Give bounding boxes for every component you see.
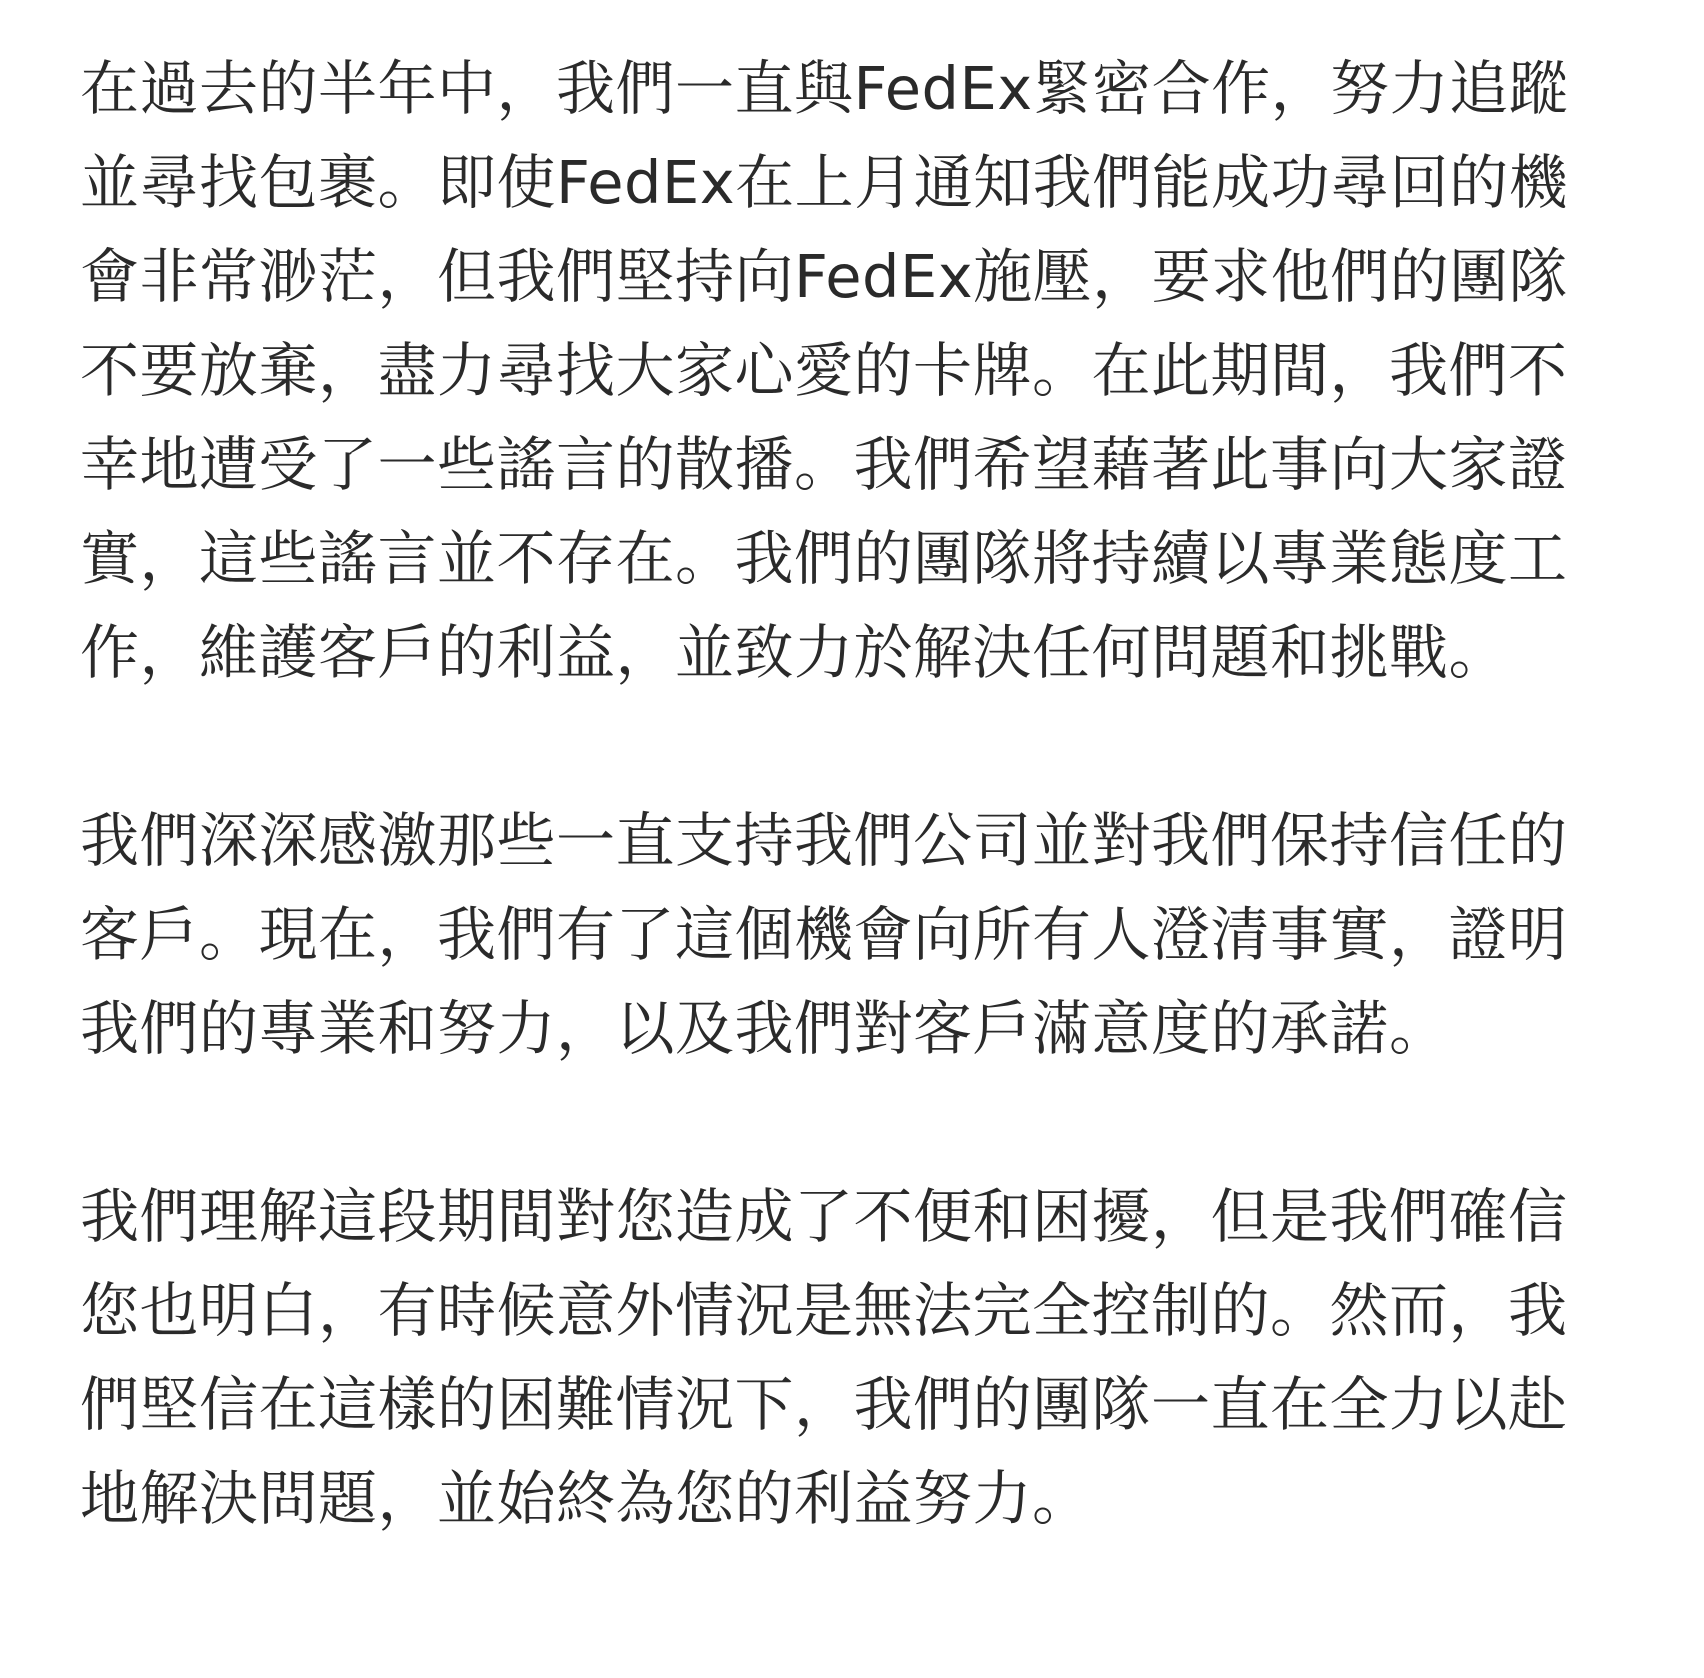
article-body	[80, 42, 1620, 1546]
paragraph-2: 我們深深感激那些一直支持我們公司並對我們保持信任的客戶。現在，我們有了這個機會向所有人澄清事實，證明我們的專業和努力，以及我們對客戶滿意度的承諾。	[80, 806, 1568, 1063]
paragraph-1: 在過去的半年中，我們一直與FedEx緊密合作，努力追蹤並尋找包裹。即使FedEx在上月通知我們能成功尋回的機會非常渺茫，但我們堅持向FedEx施壓，要求他們的團隊不要放棄，盡力尋找大家心愛的卡牌。在此期間，我們不幸地遭受了一些謠言的散播。我們希望藉著此事向大家證實，這些謠言並不存在。我們的團隊將持續以專業態度工作，維護客戶的利益，並致力於解決任何問題和挑戰。	[80, 54, 1569, 687]
paragraph-3: 我們理解這段期間對您造成了不便和困擾，但是我們確信您也明白，有時候意外情況是無法完全控制的。然而，我們堅信在這樣的困難情況下，我們的團隊一直在全力以赴地解決問題，並始終為您的利益努力。	[80, 1182, 1568, 1533]
